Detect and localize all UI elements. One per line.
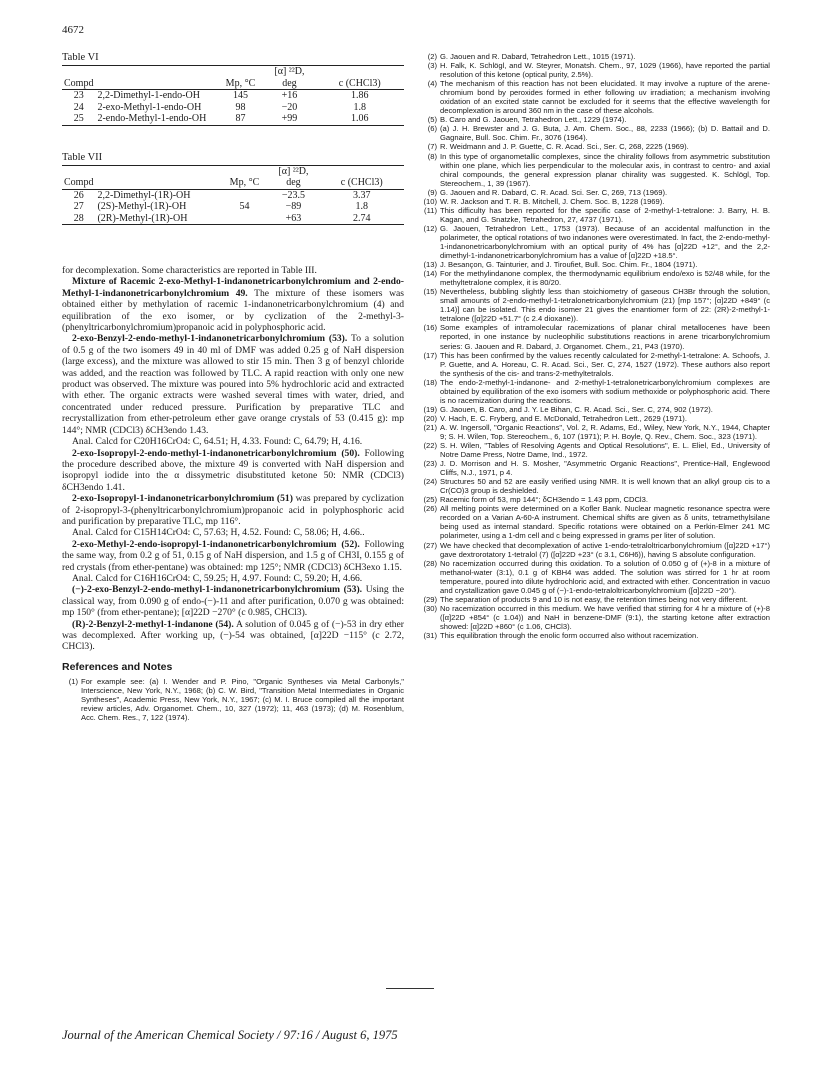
cell-name: (2S)-Methyl-(1R)-OH — [97, 201, 187, 212]
references-list-right — [418, 52, 770, 640]
reference-text: G. Jaouen and R. Dabard, Tetrahedron Lett., 1015 (1971). — [440, 52, 636, 61]
reference-item — [418, 115, 770, 124]
reference-item — [418, 224, 770, 260]
reference-number: (5) — [427, 115, 437, 125]
reference-text: The mechanism of this reaction has not been elucidated. It may involve a rupture of the arene-chromium bond by peroxides formed in ether following uv irradiation; a mechanism involving oxidation of an excited state cannot be excluded for it seems that the effective wavelength for decomplexation is around 360 nm in the case of these alcohols. — [440, 79, 770, 116]
paragraph-heading: 2-exo-Methyl-2-endo-isopropyl-1-indanonetricarbonylchromium (52). — [72, 538, 360, 550]
reference-number: (23) — [423, 459, 437, 469]
reference-item — [418, 378, 770, 405]
paragraph-text: Using the classical way, from 0.090 g of endo-(−)-11 and after purification, 0.070 g was obtained: mp 150° (from ether-pentane); [α]22D −270° (c 0.985, CHCl3). — [62, 584, 404, 619]
cell-mp: 98 — [235, 101, 246, 113]
reference-text: For the methylindanone complex, the thermodynamic equilibrium endo/exo is 52/48 while, for the methyltetralone complex, it is 80/20. — [440, 269, 770, 288]
cell-mp — [221, 213, 267, 225]
reference-text: R. Weidmann and J. P. Guette, C. R. Acad. Sci., Ser. C, 268, 2225 (1969). — [440, 142, 689, 152]
reference-text: Racemic form of 53, mp 144°; δCH3endo = 1.43 ppm, CDCl3. — [440, 495, 648, 505]
cell-alpha: −89 — [285, 201, 302, 212]
reference-item — [418, 405, 770, 414]
reference-item — [418, 197, 770, 206]
reference-item — [418, 604, 770, 631]
reference-number: (22) — [423, 441, 437, 451]
cell-compd: 24 — [73, 101, 84, 113]
reference-text: This difficulty has been reported for the specific case of 2-methyl-1-tetralone: J. Barry, H. B. Kagan, and G. Snatzke, Tetrahedron, 27, 4737 (1971). — [440, 205, 770, 224]
reference-text: The separation of products 9 and 10 is not easy, the retention times being not very different. — [440, 594, 748, 604]
paragraph — [62, 436, 404, 447]
cell-conc: 1.86 — [350, 90, 369, 101]
cell-compd: 26 — [73, 189, 84, 201]
reference-item — [418, 631, 770, 640]
footer-divider — [386, 988, 434, 989]
reference-item — [418, 351, 770, 378]
reference-text: We have checked that decomplexation of active 1-endo-tetraloltricarbonylchromium ([α]22D +17°) gave dextrorotatory 1-tetralol (7) ([α]22D +23° (c 3.1, C6H6)), having S absolute configuration. — [440, 540, 770, 559]
reference-text: This has been confirmed by the values recently calculated for 2-methyl-1-tetralone: A. Schoofs, J. P. Guette, and A. Horeau, C. R. Acad. Sci., Ser. C, 274, 1527 (1972). These authors also report the synthesis of the cis- and trans-2-methyltetralols. — [440, 350, 770, 378]
reference-text: No racemization occurred in this medium. We have verified that stirring for 4 hr a mixture of (+)-8 ([α]22D +854° (c 1.04)) and NaH in benzene-DMF (9:1), the starting ketone after extraction showed: [α]22D +860° (c 1.06, CHCl3). — [440, 603, 770, 631]
reference-number: (28) — [423, 558, 437, 568]
paragraph-text: To a solution of 0.5 g of the two isomers 49 in 40 ml of DMF was added 0.25 g of NaH dispersion (large excess), and the mixture was allowed to stir 15 min. Then 3 g of benzyl chloride was added, and the reaction was followed by TLC. A rapid reaction with only one new product was observed. The mixture was poured into 5% hydrochloric acid and extracted with ether. The organic extracts were washed several times with water, dried, and concentrated under reduced pressure. Purification by preparative TLC and recrystallization from ether-petroleum ether gave orange crystals of 53 (0.415 g): mp 144°; NMR (CDCl3) δCH3endo 1.43. — [62, 333, 404, 436]
reference-number: (17) — [423, 350, 437, 360]
paragraph-heading: (−)-2-exo-Benzyl-2-endo-methyl-1-indanonetricarbonylchromium (53). — [72, 584, 363, 596]
paragraph-text: Anal. Calcd for C16H16CrO4: C, 59.25; H, 4.97. Found: C, 59.20; H, 4.66. — [72, 572, 363, 584]
reference-text: All melting points were determined on a Kofler Bank. Nuclear magnetic resonance spectra were recorded on a Varian A-60-A instrument. Chemical shifts are given as δ units, tetramethylsilane being used as internal standard. Specific rotations were obtained on a Perkin-Elmer 241 MC polarimeter, using a 1-dm cell and c being expressed in grams per liter of solution. — [440, 504, 770, 541]
cell-alpha: −23.5 — [281, 189, 306, 201]
reference-text: In this type of organometallic complexes, since the chirality follows from asymmetric substitution within one plane, which lies perpendicular to the molecular axis, in contrast to centro- and axial chiral compounds, the general expression planar chirality was suggested. K. Schlögl, Top. Stereochem., 1, 39 (1967). — [440, 151, 770, 188]
page-number: 4672 — [62, 24, 84, 36]
cell-alpha: +63 — [267, 213, 319, 225]
reference-number: (27) — [423, 540, 437, 550]
paragraph-text: The mixture of these isomers was obtained either by methylation of racemic 1-indanonetricarbonylchromium (4) and equilibration of the exo isomer, or by cyclization of the 2-methyl-3-(phenyltricarbonylchromium)propanoic acid in polyphosphoric acid. — [62, 287, 404, 334]
reference-number: (19) — [423, 404, 437, 414]
reference-text: (a) J. H. Brewster and J. G. Buta, J. Am. Chem. Soc., 88, 2233 (1966); (b) D. Battail and D. Gagnaire, Bull. Soc. Chim. Fr., 3076 (1964). — [440, 124, 770, 143]
reference-item — [418, 541, 770, 559]
table-6 — [62, 65, 404, 126]
reference-number: (1) — [68, 676, 78, 686]
reference-number: (8) — [427, 151, 437, 161]
reference-text: A. W. Ingersoll, "Organic Reactions", Vol. 2, R. Adams, Ed., Wiley, New York, N.Y., 1944, Chapter 9; S. H. Wilen, Top. Stereochem., 6, 107 (1971); P. H. Boyle, Q. Rev., Chem. Soc., 323 (1971). — [440, 422, 770, 441]
reference-text: No racemization occurred during this oxidation. To a solution of 0.050 g of (+)-8 in a mixture of methanol-water (3:1), 0.1 g of KBH4 was added. The solution was stirred for 1 hr at room temperature, poured into dilute hydrochloric acid, and extracted with ether. Concentration in vacuo and crystallization gave 0.045 g of (−)-1-endo-tetraloltricarbonylchromium ([α]22D −20°). — [440, 558, 770, 595]
cell-mp: 54 — [239, 201, 250, 212]
table-6-mp-header: Mp, °C — [217, 78, 263, 90]
reference-text: J. D. Morrison and H. S. Mosher, "Asymmetric Organic Reactions", Prentice-Hall, Englewood Cliffs, N.J., 1971, p 4. — [440, 459, 770, 478]
paragraph — [62, 619, 404, 653]
paragraph-text: Anal. Calcd for C20H16CrO4: C, 64.51; H, 4.33. Found: C, 64.79; H, 4.16. — [72, 436, 363, 448]
reference-number: (4) — [427, 79, 437, 89]
cell-compd: 28 — [62, 213, 95, 225]
reference-text: B. Caro and G. Jaouen, Tetrahedron Lett., 1229 (1974). — [440, 115, 627, 125]
reference-text: G. Jaouen, Tetrahedron Lett., 1753 (1973). Because of an accidental malfunction in the polarimeter, the optical rotations of two indanones were overestimated. In fact, the 2-endo-methyl-1-indanonetricarbonylchromium with an optical purity of 4% has [α]22D +12°, and the 2,2-dimethyl-1-indanonetricarbonylchromium has a value of [α]22D +18.5°. — [440, 223, 770, 261]
reference-number: (20) — [423, 413, 437, 423]
reference-text: This equilibration through the enolic form occurred also without racemization. — [440, 631, 699, 640]
reference-number: (30) — [423, 603, 437, 613]
paragraph — [62, 448, 404, 494]
cell-compd: 23 — [73, 90, 84, 101]
paragraph-text: Following the procedure described above, the mixture 49 is converted with NaH dispersion and isopropyl iodide into the α dissymetric disubstituted ketone 50: NMR (CDCl3) δCH3endo 1.41. — [62, 447, 404, 493]
reference-item — [418, 477, 770, 495]
reference-text: J. Besançon, G. Tainturier, and J. Tiroufiet, Bull. Soc. Chim. Fr., 1804 (1971). — [440, 260, 698, 270]
paragraph — [62, 527, 404, 538]
reference-number: (13) — [423, 260, 437, 270]
cell-compd: 25 — [62, 113, 95, 125]
reference-text: For example see: (a) I. Wender and P. Pino, "Organic Syntheses via Metal Carbonyls," Interscience, New York, N.Y., 1968; (b) C. W. Bird, "Transition Metal Intermediates in Organic Syntheses", Academic Press, New York, N.Y., 1967; (c) M. I. Bruce compiled all the important review articles, Adv. Organomet. Chem., 10, 327 (1972); 11, 463 (1973); (d) M. Rosenblum, Acc. Chem. Res., 7, 122 (1974). — [81, 676, 404, 722]
reference-text: Nevertheless, bubbling slightly less than stoichiometry of gaseous CH3Br through the solution, small amounts of 2-endo-methyl-1-tetralonetricarbonylchromium (21) [mp 157°; [α]22D +849° (c 1.14)] can be isolated. This endo isomer 21 gives the enantiomer form of 22: (2R)-2-methyl-1-tetralone ([α]22D +51.7° (c 2.4 dioxane)). — [440, 287, 770, 324]
table-7 — [62, 165, 404, 226]
reference-item — [418, 260, 770, 269]
table-6-conc-header: c (CHCl3) — [315, 78, 404, 90]
paragraph-text: Following the same way, from 0.2 g of 51, 0.15 g of NaH dispersion, and 1.5 g of CH3I, 0.155 g of red crystals (from ether-pentane) was obtained: mp 125°; NMR (CDCl3) δCH3exo 1.15. — [62, 538, 404, 573]
reference-item — [418, 142, 770, 151]
cell-alpha: +16 — [281, 90, 298, 101]
paragraph — [62, 333, 404, 436]
reference-item — [418, 459, 770, 477]
references-heading: References and Notes — [62, 660, 173, 673]
paragraph — [62, 276, 404, 333]
reference-item — [418, 414, 770, 423]
right-column — [418, 52, 770, 640]
cell-name: (2R)-Methyl-(1R)-OH — [95, 213, 221, 225]
reference-text: S. H. Wilen, "Tables of Resolving Agents and Optical Resolutions", E. L. Eliel, Ed., University of Notre Dame Press, Notre Dame, Ind., 1972. — [440, 441, 770, 460]
reference-item — [418, 504, 770, 540]
table-row — [62, 102, 404, 114]
table-6-compd-header: Compd — [64, 77, 94, 89]
table-7-alpha-header-line2: deg — [267, 177, 319, 189]
left-column — [62, 52, 404, 722]
reference-text: V. Hach, E. C. Fryberg, and E. McDonald, Tetrahedron Lett., 2629 (1971). — [440, 413, 687, 423]
reference-number: (16) — [423, 323, 437, 333]
cell-name: 2,2-Dimethyl-(1R)-OH — [97, 189, 191, 201]
cell-alpha: −20 — [281, 101, 298, 113]
reference-item — [418, 323, 770, 350]
table-7-alpha-header-line1: [α] ²²D, — [267, 165, 319, 177]
cell-name: 2-endo-Methyl-1-endo-OH — [95, 113, 217, 125]
journal-footer: Journal of the American Chemical Society / 97:16 / August 6, 1975 — [62, 1028, 398, 1042]
reference-item — [418, 287, 770, 323]
reference-number: (21) — [423, 422, 437, 432]
paragraph-text: was prepared by cyclization of 2-isopropyl-3-(phenyltricarbonylchromium)propanoic acid in polyphosphoric acid and purification by preparative TLC, mp 116°. — [62, 493, 404, 527]
table-7-title: Table VII — [62, 151, 103, 163]
reference-item — [418, 124, 770, 142]
table-row — [62, 90, 404, 102]
paragraph-heading: (R)-2-Benzyl-2-methyl-1-indanone (54). — [72, 618, 234, 630]
reference-text: G. Jaouen, B. Caro, and J. Y. Le Bihan, C. R. Acad. Sci., Ser. C, 274, 902 (1972). — [440, 404, 713, 414]
cell-mp — [221, 189, 267, 201]
paragraph — [62, 493, 404, 527]
paragraph-heading: Mixture of Racemic 2-exo-Methyl-1-indanonetricarbonylchromium and 2-endo-Methyl-1-indanonetricarbonylchromium 49. — [62, 276, 404, 299]
cell-conc: 1.8 — [355, 201, 368, 212]
reference-item — [418, 61, 770, 79]
reference-item — [418, 495, 770, 504]
reference-number: (15) — [423, 287, 437, 297]
reference-item — [62, 677, 404, 722]
paragraph-heading: 2-exo-Isopropyl-1-indanonetricarbonylchromium (51) — [72, 493, 293, 505]
reference-text: H. Falk, K. Schlögl, and W. Steyrer, Monatsh. Chem., 97, 1029 (1966), have reported the partial resolution of this ketone (optical purity, 2.5%). — [440, 61, 770, 80]
cell-conc: 3.37 — [352, 189, 371, 201]
paragraph-text: for decomplexation. Some characteristics are reported in Table III. — [62, 265, 317, 276]
paragraph — [62, 573, 404, 584]
reference-number: (29) — [423, 594, 437, 604]
reference-number: (31) — [423, 631, 437, 640]
reference-text: W. R. Jackson and T. R. B. Mitchell, J. Chem. Soc. B, 1228 (1969). — [440, 196, 665, 206]
table-6-alpha-header-line1: [α] ²²D, — [263, 66, 315, 78]
reference-number: (14) — [423, 269, 437, 279]
paragraph-text: A solution of 0.045 g of (−)-53 in dry ether was decomplexed. After working up, (−)-54 was obtained, [α]22D −115° (c 2.72, CHCl3). — [62, 618, 404, 653]
table-6-title: Table VI — [62, 52, 99, 63]
paragraph-heading: 2-exo-Isopropyl-2-endo-methyl-1-indanonetricarbonylchromium (50). — [72, 447, 360, 459]
reference-number: (10) — [423, 196, 437, 206]
paragraph — [62, 584, 404, 618]
reference-number: (18) — [423, 377, 437, 387]
cell-conc: 1.8 — [353, 101, 366, 113]
table-row — [62, 189, 404, 201]
table-row — [62, 213, 404, 225]
reference-number: (11) — [424, 205, 437, 215]
experimental-text — [62, 265, 404, 653]
cell-conc: 1.06 — [315, 113, 404, 125]
cell-compd: 27 — [73, 201, 84, 212]
reference-item — [418, 52, 770, 61]
paragraph — [62, 539, 404, 573]
reference-item — [418, 595, 770, 604]
reference-text: Structures 50 and 52 are easily verified using NMR. It is well known that an alkyl group cis to a Cr(CO)3 group is deshielded. — [440, 477, 770, 496]
reference-number: (9) — [427, 187, 437, 197]
reference-number: (26) — [423, 504, 437, 514]
table-7-mp-header: Mp, °C — [221, 177, 267, 189]
reference-number: (7) — [427, 142, 437, 152]
reference-item — [418, 188, 770, 197]
reference-item — [418, 441, 770, 459]
paragraph-heading: 2-exo-Benzyl-2-endo-methyl-1-indanonetricarbonylchromium (53). — [72, 333, 348, 345]
reference-text: The endo-2-methyl-1-indanone- and 2-methyl-1-tetralonetricarbonylchromium complexes are obtained by equilibration of the exo isomers with sodium methoxide or polyphosphoric acid. There is no racemization during the reactions. — [440, 377, 770, 405]
reference-number: (2) — [427, 52, 437, 61]
reference-number: (6) — [427, 124, 437, 134]
reference-text: Some examples of intramolecular racemizations of planar chiral metallocenes have been reported, in one instance by nucleophilic substitutions reactions in arene tricarbonylchromium series: G. Jaouen and R. Dabard, J. Organomet. Chem., 21, P43 (1970). — [440, 323, 770, 351]
reference-text: G. Jaouen and R. Dabard, C. R. Acad. Sci. Ser. C, 269, 713 (1969). — [440, 187, 668, 197]
reference-number: (12) — [423, 223, 437, 233]
cell-name: 2,2-Dimethyl-1-endo-OH — [97, 90, 200, 101]
paragraph — [62, 265, 404, 276]
cell-mp: 145 — [232, 90, 248, 101]
table-row — [62, 113, 404, 125]
references-list-left — [62, 677, 404, 722]
reference-number: (24) — [423, 477, 437, 487]
table-6-alpha-header-line2: deg — [263, 78, 315, 90]
cell-conc: 2.74 — [319, 213, 404, 225]
reference-item — [418, 559, 770, 595]
cell-mp: 87 — [217, 113, 263, 125]
table-7-conc-header: c (CHCl3) — [319, 177, 404, 189]
reference-number: (3) — [427, 61, 437, 71]
reference-item — [418, 423, 770, 441]
cell-alpha: +99 — [263, 113, 315, 125]
reference-item — [418, 152, 770, 188]
reference-item — [418, 269, 770, 287]
reference-item — [418, 79, 770, 115]
paragraph-text: Anal. Calcd for C15H14CrO4: C, 57.63; H, 4.52. Found: C, 58.06; H, 4.66.. — [72, 527, 365, 539]
cell-name: 2-exo-Methyl-1-endo-OH — [97, 101, 202, 113]
reference-item — [418, 206, 770, 224]
table-7-compd-header: Compd — [64, 177, 94, 188]
table-row — [62, 201, 404, 213]
reference-number: (25) — [423, 495, 437, 505]
